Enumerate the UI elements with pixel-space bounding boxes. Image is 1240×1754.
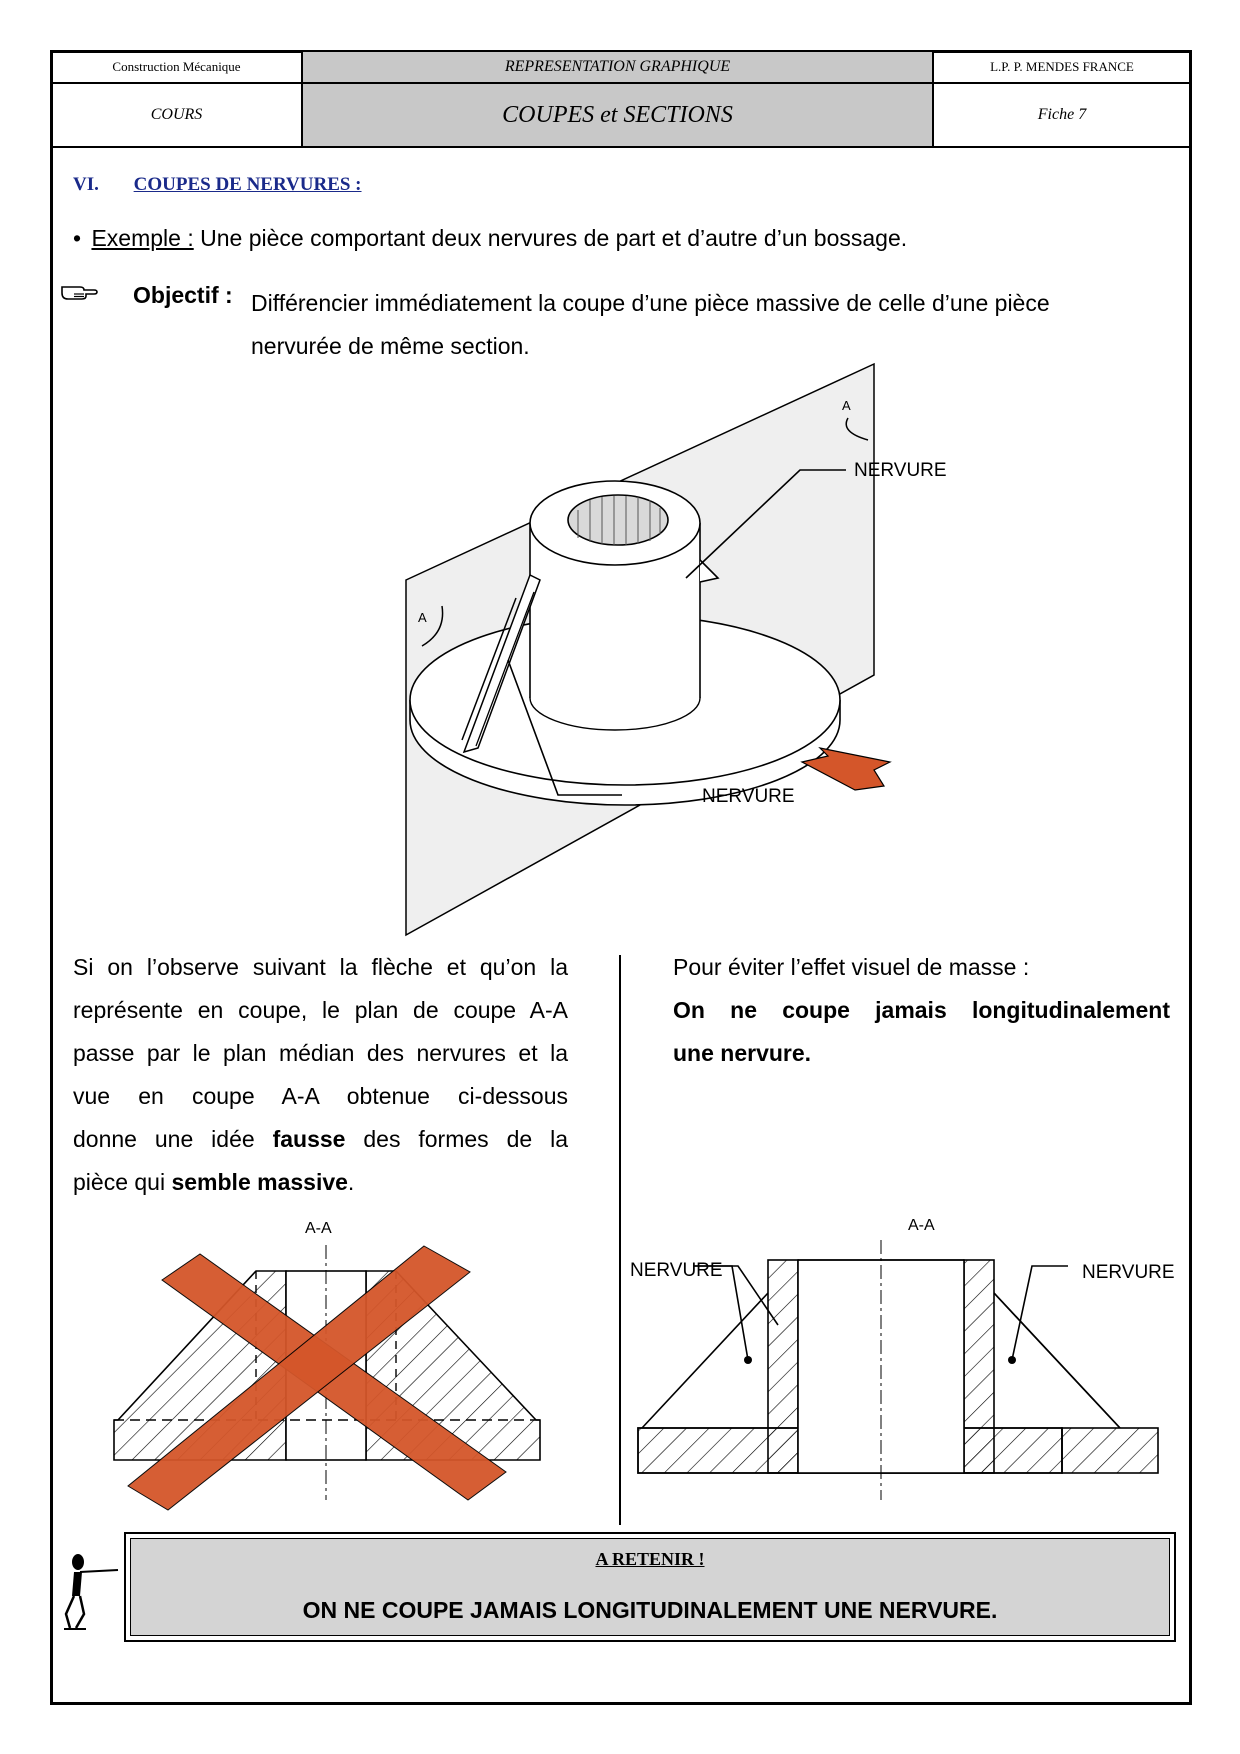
boss-wall-right [964,1260,994,1473]
left-line-1: Si on l’observe suivant la flèche et qu’on la [73,954,568,980]
label-nervure-bottom: NERVURE [702,786,795,807]
objective-text [251,282,1050,368]
section-number: VI. [73,174,99,195]
header-school-text: L.P. P. MENDES FRANCE [990,59,1134,74]
header-title [301,82,934,148]
sheet-number: Fiche 7 [1037,106,1087,123]
correct-section-figure [620,1200,1190,1510]
objective-label [133,282,233,309]
header-sheet [932,82,1192,148]
label-nervure-top: NERVURE [854,460,947,481]
section-heading [73,174,362,196]
objective-line-2: nervurée de même section. [251,333,530,359]
label-nervure-left: NERVURE [630,1260,723,1281]
right-bold-1: On ne coupe jamais longitudinalement [673,997,1170,1023]
boss-wall-left [768,1260,798,1473]
right-line-1: Pour éviter l’effet visuel de masse : [673,954,1030,980]
header-subject-text: Construction Mécanique [112,59,241,74]
plane-label-top: A [842,398,851,413]
left-line-5-pre: donne une idée [73,1126,273,1152]
header-topic [301,50,934,84]
objective-line-1: Différencier immédiatement la coupe d’une pièce massive de celle d’une pièce [251,290,1050,316]
section-label-left: A-A [305,1220,332,1237]
left-line-5 [73,1118,568,1161]
header-subject [50,50,303,84]
label-nervure-right: NERVURE [1082,1262,1175,1283]
retenir-text: ON NE COUPE JAMAIS LONGITUDINALEMENT UNE NERVURE. [302,1597,998,1623]
left-line-3: passe par le plan médian des nervures et la [73,1040,568,1066]
header-doc-type-text: COURS [150,106,203,123]
leader-rib-right [1012,1266,1068,1360]
keyword-semble-massive: semble massive [171,1169,348,1195]
plane-label-bottom: A [418,610,427,625]
pointing-man-icon [62,1552,122,1632]
keyword-fausse: fausse [272,1126,346,1152]
bullet: • [73,225,82,251]
retenir-title: A RETENIR ! [595,1549,705,1569]
boss-bore [568,495,668,545]
section-label-right: A-A [908,1217,935,1234]
left-line-6-pre: pièce qui [73,1169,172,1195]
wrong-section-figure [110,1210,550,1510]
right-column-text [673,946,1170,1075]
left-line-4: vue en coupe A-A obtenue ci-dessous [73,1083,568,1109]
page-title: COUPES et SECTIONS [502,101,733,128]
section-title: COUPES DE NERVURES : [133,174,362,195]
right-bold-2: une nervure. [673,1040,812,1066]
retenir-inner [130,1538,1170,1636]
isometric-figure [400,370,1020,940]
left-column-text [73,946,568,1204]
header-topic-text: REPRESENTATION GRAPHIQUE [504,58,731,75]
left-line-6 [73,1161,568,1204]
example-text: Une pièce comportant deux nervures de part et d’autre d’un bossage. [200,225,908,251]
pointing-hand-icon [60,281,98,301]
left-line-2: représente en coupe, le plan de coupe A-A [73,997,568,1023]
example-label: Exemple : [91,225,194,251]
retenir-box [124,1532,1176,1642]
left-line-6-post: . [347,1169,355,1195]
left-line-5-post: des formes de la [345,1126,568,1152]
example-line [73,225,907,252]
header-school [932,50,1192,84]
objective-label-text: Objectif : [133,282,233,308]
header-doc-type [50,82,303,148]
